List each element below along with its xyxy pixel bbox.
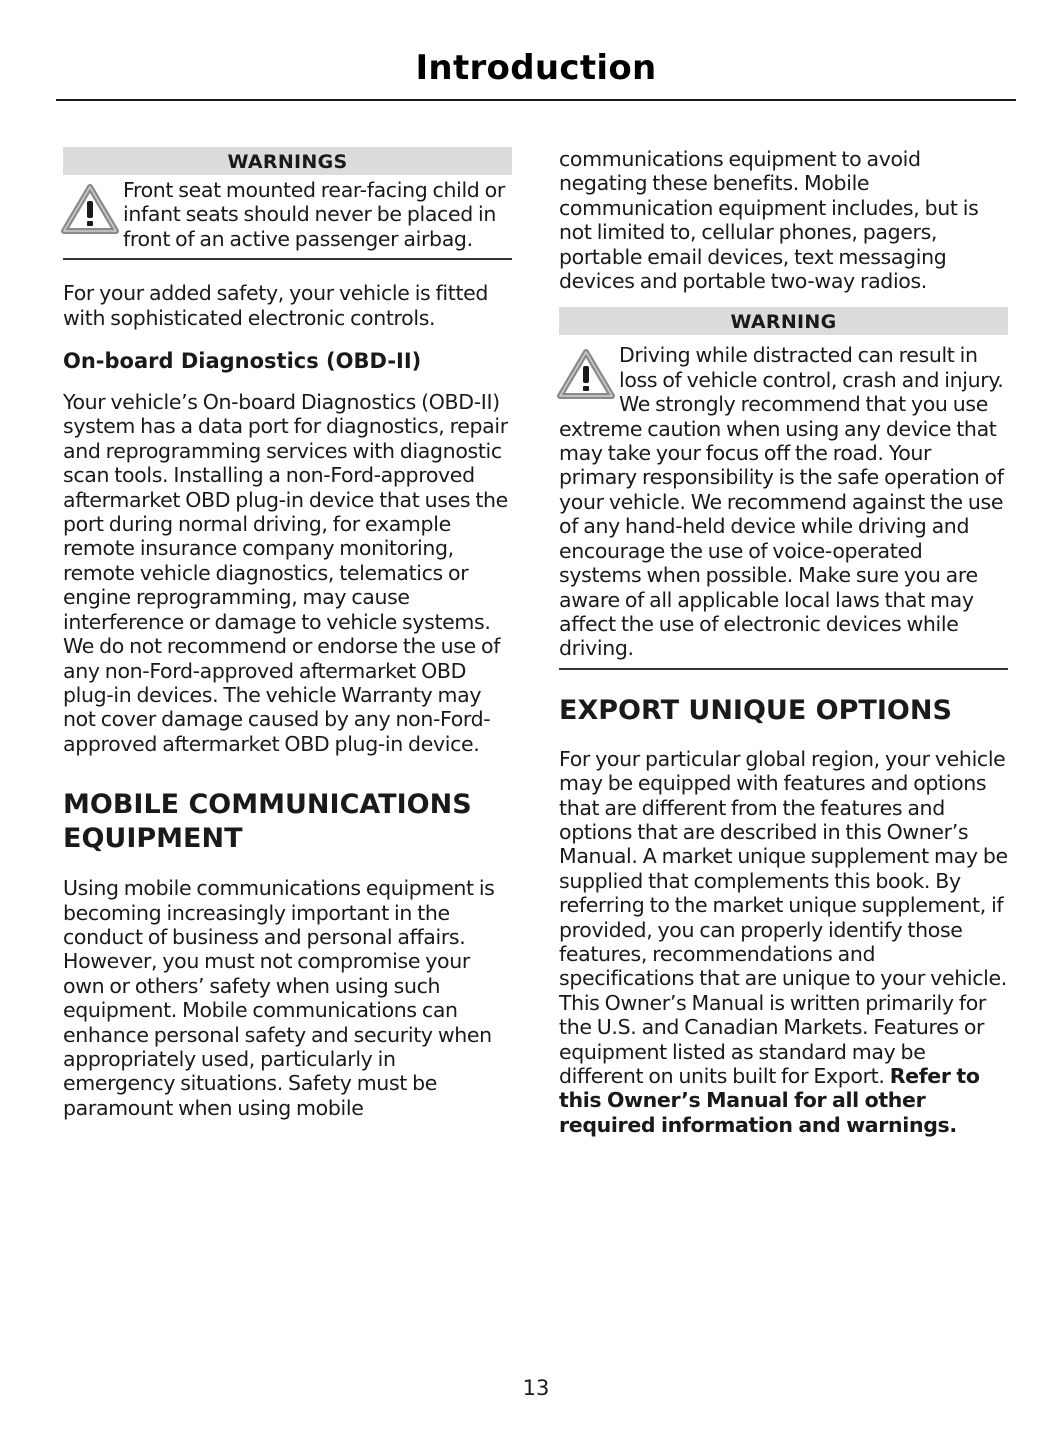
warning-box-header: WARNING	[559, 307, 1008, 335]
warning-triangle-icon	[557, 349, 615, 399]
warnings-box-text: Front seat mounted rear-facing child or infant seats should never be placed in front of an active passenger airbag.	[123, 178, 505, 251]
warnings-box-divider	[63, 258, 512, 260]
title-divider	[56, 99, 1016, 101]
warning-box-text: Driving while distracted can result in loss of vehicle control, crash and injury. We strongly recommend that you use extreme caution when using any device that may take your focus off the road. Your primary responsibility is the safe operation of your vehicle. We recommend against the use of any hand-held device while driving and encourage the use of voice-operated systems when possible. Make sure you are aware of all applicable local laws that may affect the use of electronic devices while driving.	[559, 343, 1004, 661]
mobile-communications-paragraph: Using mobile communications equipment is becoming increasingly important in the conduct of business and personal affairs. However, you must not compromise your own or others’ safety when using such equipment. Mobile communications can enhance personal safety and security when appropriately used, particularly in emergency situations. Safety must be paramount when using mobile	[63, 876, 495, 1120]
warning-box	[559, 307, 1008, 669]
warning-triangle-icon	[61, 184, 119, 234]
warnings-box	[63, 147, 512, 260]
mobile-communications-continued: communications equipment to avoid negating these benefits. Mobile communication equipment includes, but is not limited to, cellular phones, pagers, portable email devices, text messaging devices and portable two-way radios.	[559, 147, 979, 294]
page-number: 13	[522, 1376, 550, 1400]
warning-box-divider	[559, 668, 1008, 670]
right-column	[559, 147, 1008, 1137]
obd-paragraph: Your vehicle’s On-board Diagnostics (OBD-II) system has a data port for diagnostics, repair and reprogramming services with diagnostic scan tools. Installing a non-Ford-approved aftermarket OBD plug-in device that uses the port during normal driving, for example remote insurance company monitoring, remote vehicle diagnostics, telematics or engine reprogramming, may cause interference or damage to vehicle systems. We do not recommend or endorse the use of any non-Ford-approved aftermarket OBD plug-in devices. The vehicle Warranty may not cover damage caused by any non-Ford-approved aftermarket OBD plug-in device.	[63, 390, 508, 756]
export-bold-note: Refer to this Owner’s Manual for all other required information and warnings.	[559, 1064, 980, 1137]
warnings-box-header: WARNINGS	[63, 147, 512, 175]
intro-paragraph: For your added safety, your vehicle is fitted with sophisticated electronic controls.	[63, 281, 489, 330]
left-column	[63, 147, 512, 1120]
obd-heading: On-board Diagnostics (OBD-II)	[63, 349, 422, 374]
export-paragraph-text: For your particular global region, your vehicle may be equipped with features and options that are different from the features and options that are described in this Owner’s Manual. A market unique supplement may be supplied that complements this book. By referring to the market unique supplement, if provided, you can properly identify those features, recommendations and specifications that are unique to your vehicle. This Owner’s Manual is written primarily for the U.S. and Canadian Markets. Features or equipment listed as standard may be different on units built for Export.	[559, 746, 1008, 1088]
export-unique-options-paragraph	[559, 747, 1008, 1138]
export-unique-options-heading: EXPORT UNIQUE OPTIONS	[559, 694, 952, 726]
page-title: Introduction	[415, 48, 657, 88]
mobile-communications-heading: MOBILE COMMUNICATIONS EQUIPMENT	[63, 789, 472, 855]
